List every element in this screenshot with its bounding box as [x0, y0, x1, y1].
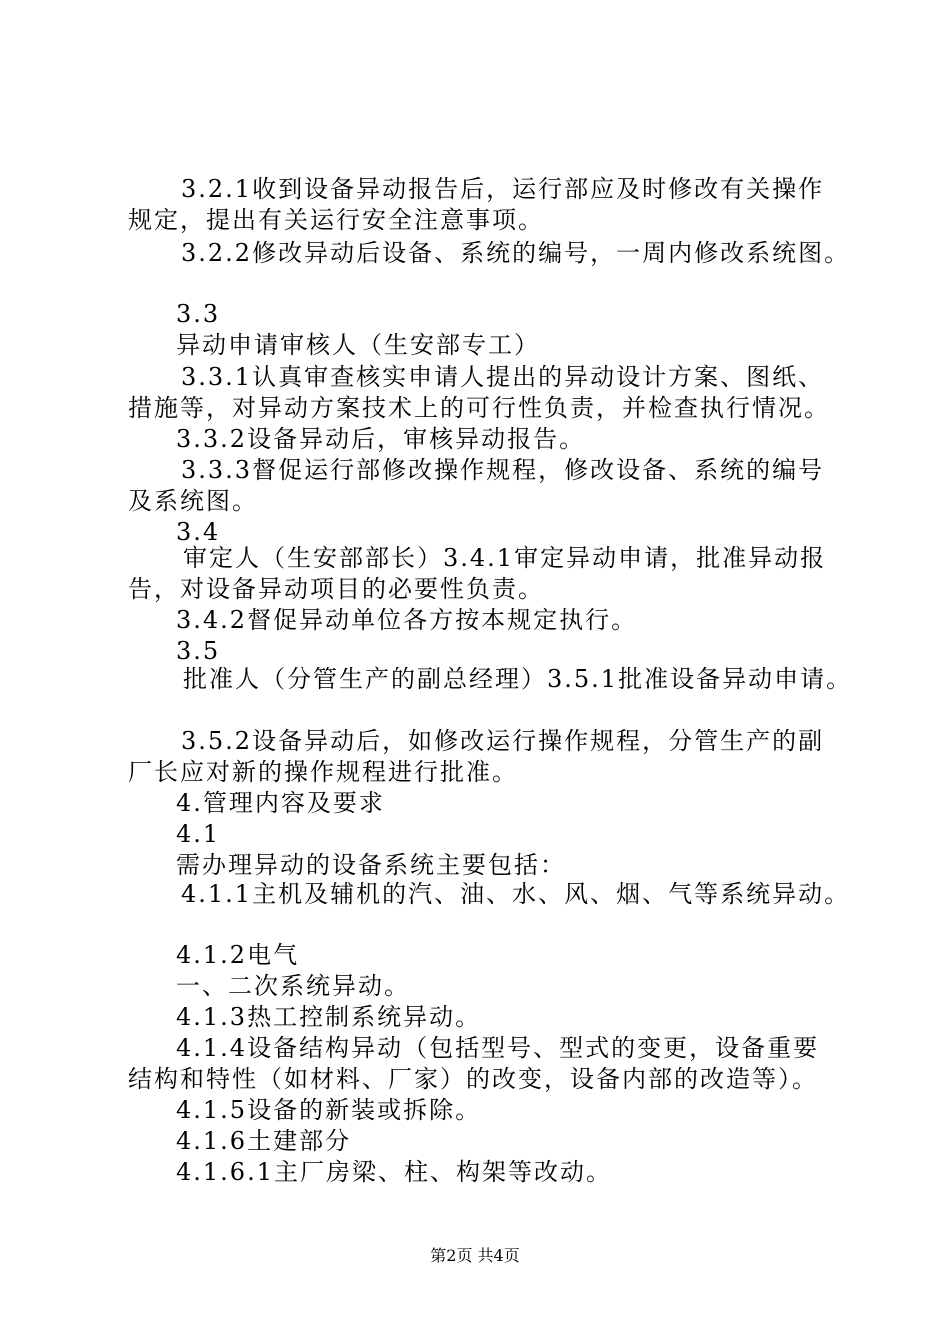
paragraph-line: 4.1.4设备结构异动（包括型号、型式的变更，设备重要	[176, 1034, 820, 1062]
paragraph-line: 审定人（生安部部长）3.4.1审定异动申请，批准异动报	[183, 544, 827, 572]
paragraph-line: 告，对设备异动项目的必要性负责。	[128, 575, 544, 603]
paragraph-line: 3.3.3督促运行部修改操作规程，修改设备、系统的编号	[181, 456, 825, 484]
paragraph-line: 3.3.2设备异动后，审核异动报告。	[176, 425, 586, 453]
paragraph-line: 规定，提出有关运行安全注意事项。	[128, 206, 544, 234]
paragraph-line: 一、二次系统异动。	[176, 972, 410, 1000]
paragraph-line: 4.1.1主机及辅机的汽、油、水、风、烟、气等系统异动。	[181, 880, 851, 908]
paragraph-line: 3.4.2督促异动单位各方按本规定执行。	[176, 606, 638, 634]
section-number: 3.3	[176, 300, 221, 328]
paragraph-line: 厂长应对新的操作规程进行批准。	[128, 758, 518, 786]
section-number: 4.1	[176, 820, 221, 848]
section-heading: 4.管理内容及要求	[176, 789, 385, 817]
paragraph-line: 3.3.1认真审查核实申请人提出的异动设计方案、图纸、	[181, 363, 825, 391]
paragraph-line: 4.1.6.1主厂房梁、柱、构架等改动。	[176, 1158, 612, 1186]
paragraph-line: 措施等，对异动方案技术上的可行性负责，并检查执行情况。	[128, 394, 830, 422]
paragraph-line: 结构和特性（如材料、厂家）的改变，设备内部的改造等）。	[128, 1065, 818, 1093]
section-heading: 异动申请审核人（生安部专工）	[176, 331, 540, 359]
paragraph-line: 3.2.2修改异动后设备、系统的编号，一周内修改系统图。	[181, 239, 851, 267]
page-number-text: 第2页 共4页	[430, 1246, 520, 1265]
section-heading: 需办理异动的设备系统主要包括：	[176, 851, 566, 879]
section-number: 3.4	[176, 518, 221, 546]
paragraph-line: 4.1.5设备的新装或拆除。	[176, 1096, 482, 1124]
paragraph-line: 4.1.3热工控制系统异动。	[176, 1003, 482, 1031]
paragraph-line: 3.5.2设备异动后，如修改运行操作规程，分管生产的副	[181, 727, 825, 755]
paragraph-line: 及系统图。	[128, 487, 258, 515]
paragraph-line: 4.1.2电气	[176, 941, 300, 969]
paragraph-line: 批准人（分管生产的副总经理）3.5.1批准设备异动申请。	[183, 665, 853, 693]
paragraph-line: 4.1.6土建部分	[176, 1127, 352, 1155]
paragraph-line: 3.2.1收到设备异动报告后，运行部应及时修改有关操作	[181, 175, 825, 203]
page-footer	[0, 1246, 950, 1266]
section-number: 3.5	[176, 637, 221, 665]
